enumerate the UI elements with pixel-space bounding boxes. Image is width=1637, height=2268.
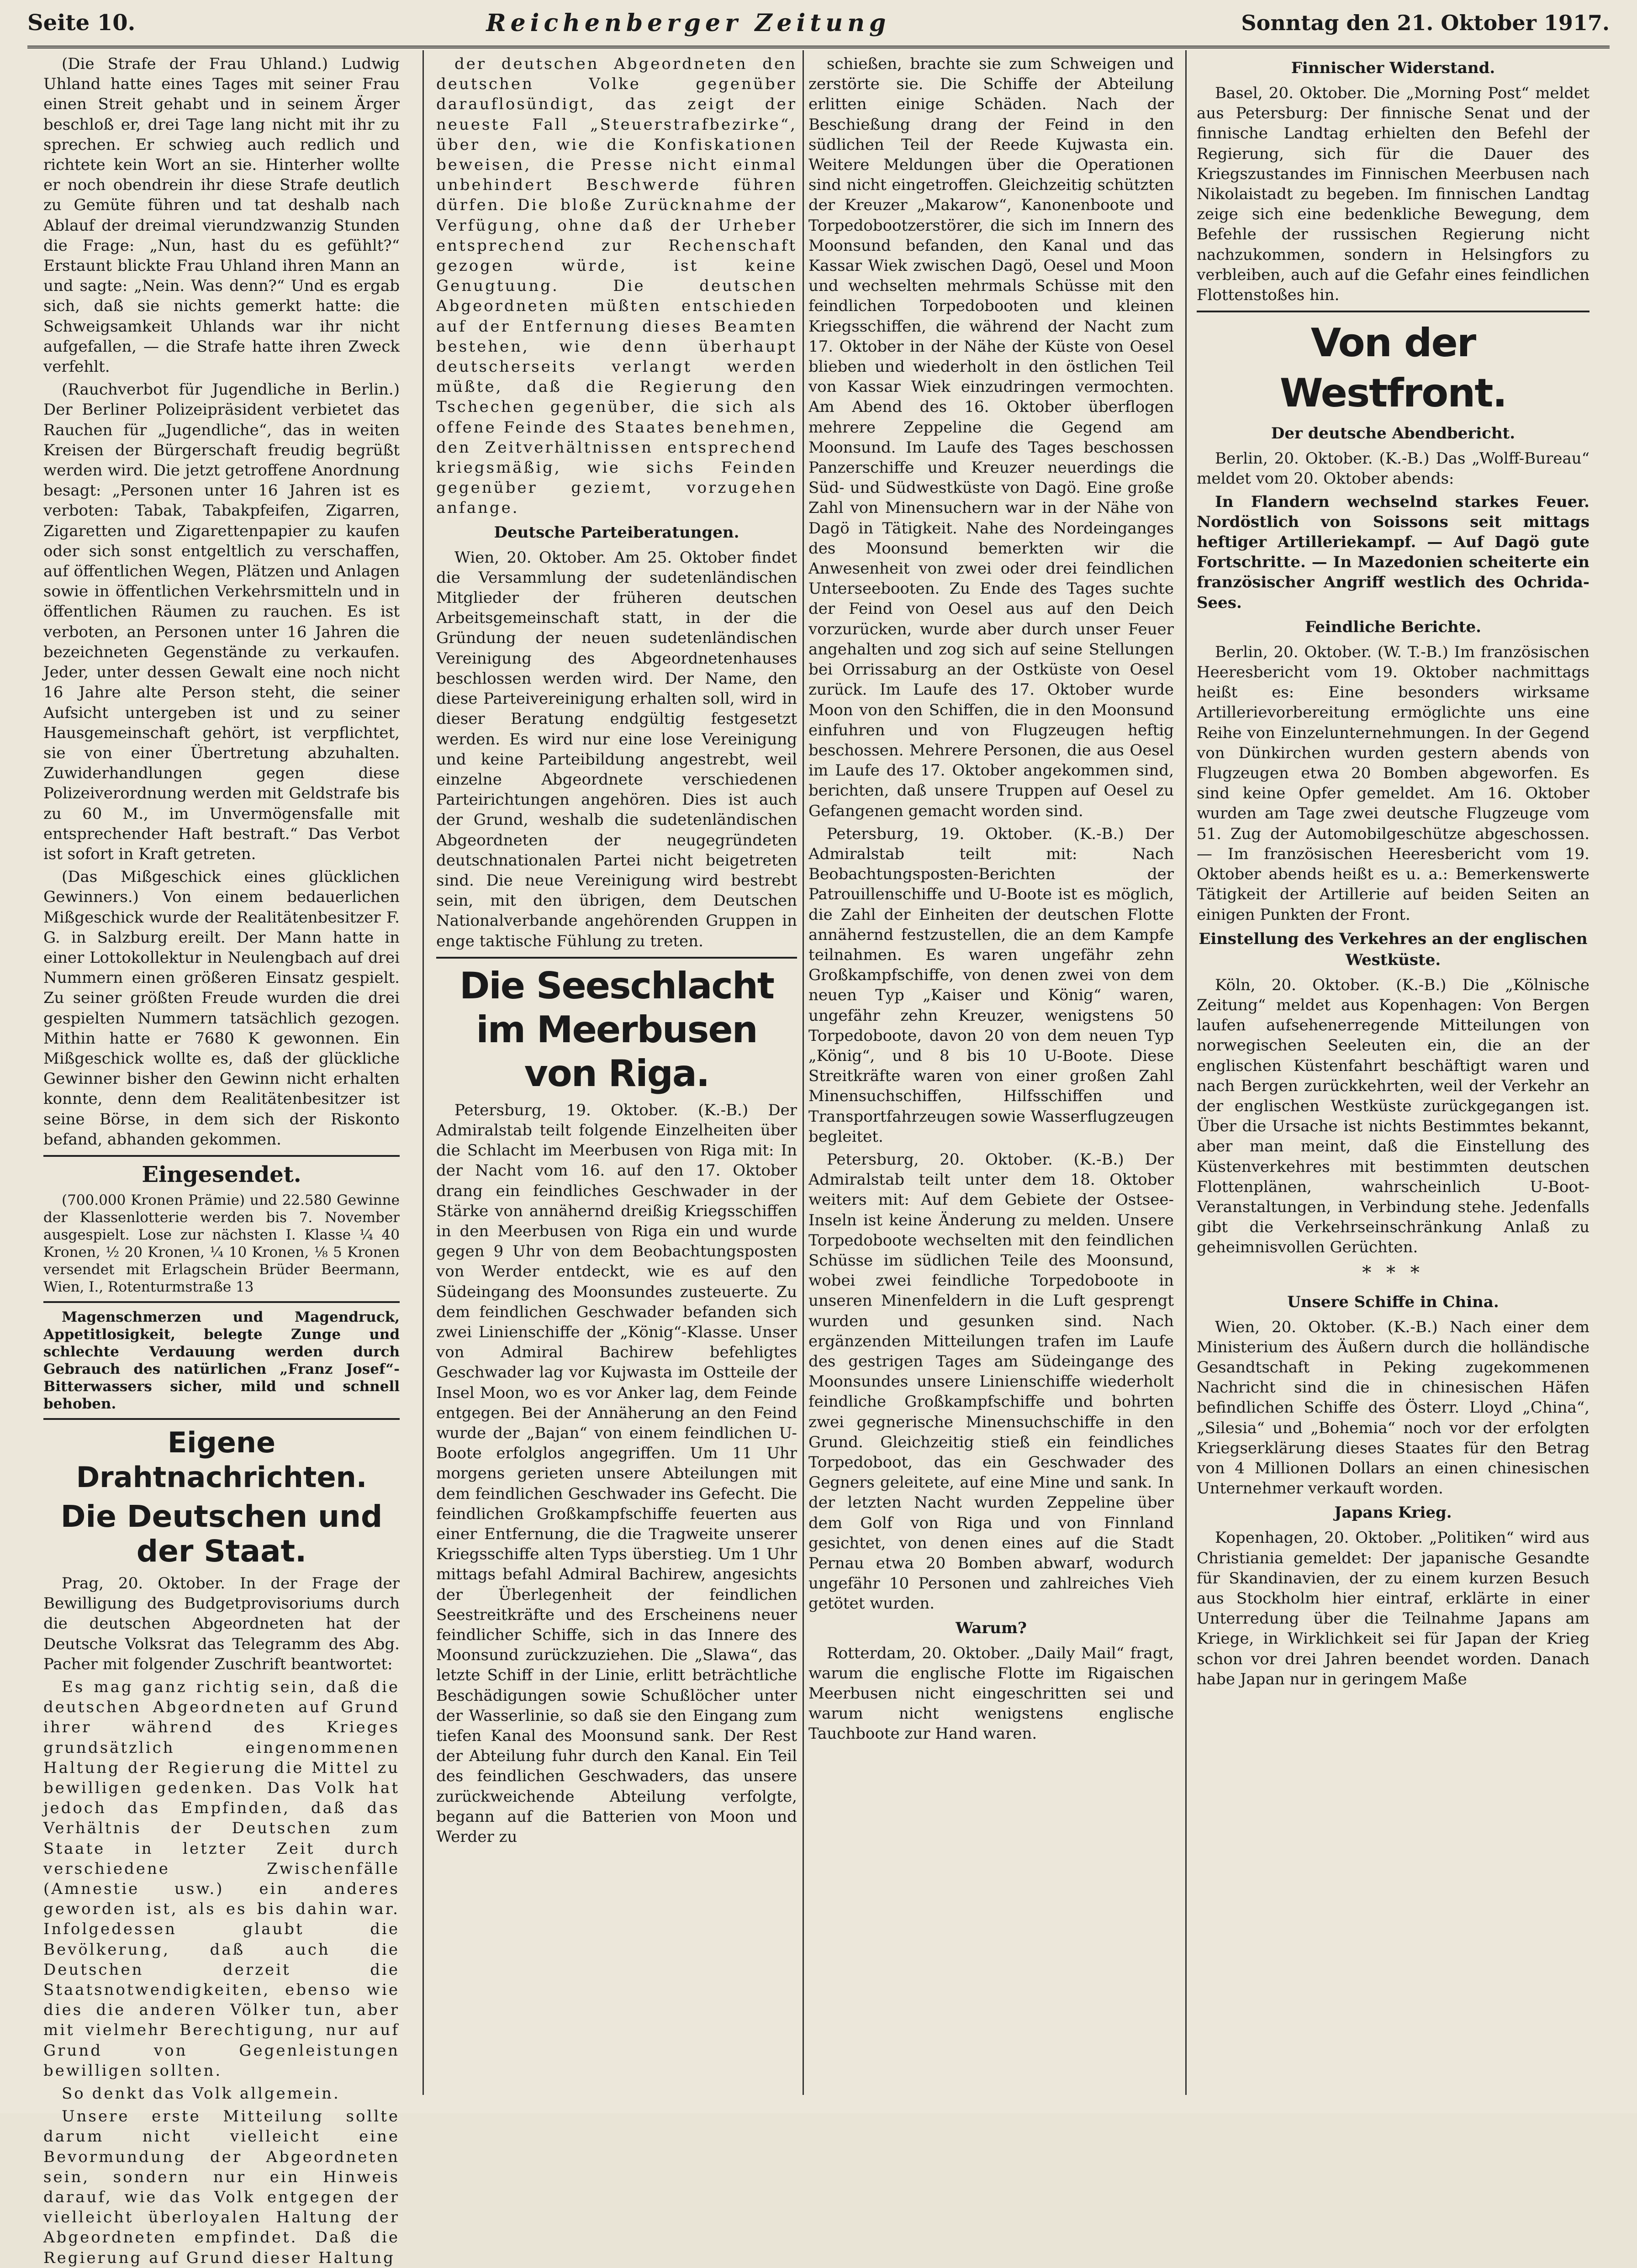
article-prag-intro: Prag, 20. Oktober. In der Frage der Bewilligung des Budgetprovisoriums durch die deutschen Abgeordneten hat der Deutsche Volksrat das Telegramm des Abg. Pacher mit folgender Zuschrift beantwortet:	[43, 1574, 400, 1673]
article-missgeschick: (Das Mißgeschick eines glücklichen Gewinners.) Von einem bedauerlichen Mißgeschick wurde der Realitätenbesitzer F. G. in Salzburg ereilt. Der Mann hatte in einer Lottokollektur in Neulengbach auf drei Nummern einen größeren Einsatz gespielt. Zu seiner größten Freude wurden die drei gespielten Nummern tatsächlich gezogen. Mithin hatte er 7680 K gewonnen. Ein Mißgeschick wollte es, daß der glückliche Gewinner bisher den Gewinn nicht erhalten konnte, denn dem Realitätenbesitzer ist seine Börse, in dem sich der Riskonto befand, abhanden gekommen.	[43, 868, 400, 1149]
page-number: Seite 10.	[27, 10, 136, 36]
finnischer-widerstand-heading: Finnischer Widerstand.	[1291, 59, 1495, 77]
article-koeln: Köln, 20. Oktober. (K.-B.) Die „Kölnische Zeitung“ meldet aus Kopenhagen: Von Bergen laufen aufsehenerregende Mitteilungen von norwegischen Seeleuten ein, die an der englischen Küstenfahrt beschäftigt waren und nach Bergen zurückkehrten, weil der Verkehr an der englischen Westküste zurückgegangen ist. Über die Ursache ist nichts Bestimmtes bekannt, aber man meint, daß die Einstellung des Küstenverkehres mit bestimmten deutschen Flottenplänen, wahrscheinlich U-Boot-Veranstaltungen, in Verbindung stehe. Jedenfalls gibt die Verkehrseinschränkung Anlaß zu geheimnisvollen Gerüchten.	[1197, 976, 1589, 1257]
column-3	[808, 54, 1174, 2095]
feindliche-berichte-heading: Feindliche Berichte.	[1305, 617, 1481, 636]
article-prag-end: der deutschen Abgeordneten den deutschen Volke gegenüber darauflosündigt, das zeigt der neueste Fall „Steuerstrafbezirke“, über den, wie die Konfiskationen beweisen, die Presse nicht einmal unbehindert Beschwerde führen dürfen. Die bloße Zurücknahme der Verfügung, ohne daß der Urheber entsprechend zur Rechenschaft gezogen würde, ist keine Genugtuung. Die deutschen Abgeordneten müßten entschieden auf der Entfernung dieses Beamten bestehen, wie denn überhaupt deutscherseits verlangt werden müßte, daß die Regierung den Tschechen gegenüber, die sich als offene Feinde des Staates benehmen, den Zeitverhältnissen entsprechend kriegsmäßig, wie sichs Feinden gegenüber geziemt, vorzugehen anfange.	[436, 55, 797, 517]
column-1	[43, 54, 400, 2267]
section-rule	[43, 1155, 400, 1157]
article-seeschlacht-continued: schießen, brachte sie zum Schweigen und zerstörte sie. Die Schiffe der Abteilung erlitten einige Schäden. Nach der Beschießung drang der Feind in den südlichen Teil der Reede Kujwasta ein. Weitere Meldungen über die Operationen sind nicht eingetroffen. Gleichzeitig schützten der Kreuzer „Makarow“, Kanonenboote und Torpedobootzerstörer, die sich im Innern des Moonsund befanden, den Kanal und das Kassar Wiek zwischen Dagö, Oesel und Moon und wechselten mehrmals Schüsse mit den feindlichen Torpedobooten und kleinen Kriegsschiffen, die während der Nacht zum 17. Oktober in der Nähe der Küste von Oesel blieben und wiederholt in den östlichen Teil von Kassar Wiek einzudringen vermochten. Am Abend des 16. Oktober überflogen mehrere Zeppeline die Gegend am Moonsund. Im Laufe des Tages beschossen Panzerschiffe und Kreuzer neuerdings die Süd- und Südwestküste von Dagö. Eine große Zahl von Minensuchern war in der Nähe von Dagö in Tätigkeit. Nahe des Nordeinganges des Moonsund bemerkten wir die Anwesenheit von zwei oder drei feindlichen Unterseebooten. Zu Ende des Tages suchte der Feind von Oesel aus auf den Deich vorzurücken, wurde aber durch unser Feuer angehalten und zog sich auf seine Stellungen bei Orrissaburg an der Ostküste von Oesel zurück. Im Laufe des 17. Oktober wurde Moon von den Schiffen, die in den Moonsund einfuhren und von Flugzeugen heftig beschossen. Mehrere Personen, die aus Oesel im Laufe des 17. Oktober angekommen sind, berichten, daß unsere Truppen auf Oesel zu Gefangenen gemacht worden sind.	[808, 55, 1174, 820]
abendbericht-heading: Der deutsche Abendbericht.	[1271, 424, 1516, 443]
header-rule	[27, 46, 1610, 48]
drahtnachrichten-heading: Eigene Drahtnachrichten.	[76, 1425, 367, 1494]
section-rule	[43, 1301, 400, 1303]
newspaper-title: Reichenberger Zeitung	[486, 9, 891, 37]
article-kopenhagen: Kopenhagen, 20. Oktober. „Politiken“ wird aus Christiania gemeldet: Der japanische Gesandte für Skandinavien, der zu einem kurzen Besuch aus Stockholm hier eintraf, erklärte in einer Unterredung über die Teilnahme Japans am Kriege, in Wirklichkeit sei für Japan der Krieg schon vor drei Jahren beendet worden. Danach habe Japan nur in geringem Maße	[1197, 1529, 1589, 1688]
japan-heading: Japans Krieg.	[1334, 1503, 1452, 1522]
section-rule	[1197, 311, 1589, 312]
column-4	[1197, 54, 1589, 2095]
article-berlin-wolff: Berlin, 20. Oktober. (K.-B.) Das „Wolff-Bureau“ meldet vom 20. Oktober abends:	[1197, 449, 1589, 488]
eingesendet-heading: Eingesendet.	[142, 1161, 301, 1187]
bitterwasser-ad: Magenschmerzen und Magendruck, Appetitlosigkeit, belegte Zunge und schlechte Verdauung werden durch Gebrauch des natürlichen „Franz Josef“-Bitterwassers sicher, mild und schnell behoben.	[43, 1308, 400, 1412]
column-divider	[422, 50, 424, 2095]
lottery-ad: (700.000 Kronen Prämie) und 22.580 Gewinne der Klassenlotterie werden bis 7. November ausgespielt. Lose zur nächsten I. Klasse ¼ 40 Kronen, ½ 20 Kronen, ¼ 10 Kronen, ⅛ 5 Kronen versendet mit Erlagschein Brüder Beermann, Wien, I., Rotenturmstraße 13	[43, 1192, 400, 1295]
issue-date: Sonntag den 21. Oktober 1917.	[1241, 11, 1610, 35]
verkehr-heading: Einstellung des Verkehres an der englischen Westküste.	[1199, 929, 1588, 969]
article-uhland: (Die Strafe der Frau Uhland.) Ludwig Uhland hatte eines Tages mit seiner Frau einen Streit gehabt und in seinem Ärger beschloß er, drei Tage lang nicht mit ihr zu sprechen. Er schwieg auch redlich und richtete kein Wort an sie. Hinterher wollte er noch obendrein ihr diese Strafe deutlich zu Gemüte führen und tat deshalb nach Ablauf der dreimal vierundzwanzig Stunden die Frage: „Nun, hast du es gefühlt?“ Erstaunt blickte Frau Uhland ihren Mann an und sagte: „Nein. Was denn?“ Und es ergab sich, daß sie nichts gemerkt hatte: die Schweigsamkeit Uhlands war ihr nicht aufgefallen, — die Strafe hatte ihren Zweck verfehlt.	[43, 55, 400, 376]
article-petersburg-20: Petersburg, 20. Oktober. (K.-B.) Der Admiralstab teilt unter dem 18. Oktober weiters mit: Auf dem Gebiete der Ostsee-Inseln ist keine Änderung zu melden. Unsere Torpedoboote wechselten mit den feindlichen Schüsse im südlichen Teile des Moonsund, wobei zwei feindliche Torpedoboote in unseren Minenfeldern in die Luft gesprengt wurden und gesunken sind. Nach ergänzenden Mitteilungen trafen im Laufe des gestrigen Tages am Südeingange des Moonsundes unsere Linienschiffe wiederholt feindliche Großkampfschiffe und bohrten zwei gegnerische Minensuchschiffe in den Grund. Gleichzeitig stieß ein feindliches Torpedoboot, das ein Geschwader des Gegners geleitete, auf eine Mine und sank. In der letzten Nacht wurden Zeppeline über dem Golf von Riga und von Finnland gesichtet, von denen eines auf die Stadt Pernau etwa 20 Bomben abwarf, wodurch ungefähr 10 Personen und zahlreiches Vieh getötet wurden.	[808, 1150, 1174, 1613]
china-heading: Unsere Schiffe in China.	[1287, 1292, 1499, 1311]
article-petersburg-19: Petersburg, 19. Oktober. (K.-B.) Der Admiralstab teilt mit: Nach Beobachtungsposten-Berichten der Patrouillenschiffe und U-Boote ist es möglich, die Zahl der Einheiten der deutschen Flotte annähernd festzustellen, die an dem Kampfe teilnahmen. Es waren ungefähr zehn Großkampfschiffe, von denen zwei von dem neuen Typ „Kaiser und König“ waren, ungefähr zehn Kreuzer, wenigstens 50 Torpedoboote, davon 20 von dem neuen Typ „König“, und 8 bis 10 U-Boote. Diese Streitkräfte waren von einer großen Zahl Minensuchschiffen, Hilfsschiffen und Transportfahrzeugen sowie Wasserflugzeugen begleitet.	[808, 824, 1174, 1146]
section-rule	[43, 1418, 400, 1420]
article-prag-volk: So denkt das Volk allgemein.	[62, 2084, 340, 2103]
article-rotterdam: Rotterdam, 20. Oktober. „Daily Mail“ fragt, warum die englische Flotte im Rigaischen Meerbusen nicht eingeschritten sei und warum nicht wenigstens englische Tauchboote zur Hand waren.	[808, 1644, 1174, 1743]
separator-stars: * * *	[1362, 1262, 1424, 1283]
column-2	[436, 54, 797, 2095]
article-rauchverbot: (Rauchverbot für Jugendliche in Berlin.) Der Berliner Polizeipräsident verbietet das Rauchen für „Jugendliche“, das in weiten Kreisen der Bürgerschaft freudig begrüßt werden wird. Die jetzt getroffene Anordnung besagt: „Personen unter 16 Jahren ist es verboten: Tabak, Tabakpfeifen, Zigarren, Zigaretten und Zigarettenpapier zu kaufen oder sich sonst entgeltlich zu verschaffen, auf öffentlichen Wegen, Plätzen und Anlagen sowie in öffentlichen Verkehrsmitteln und in öffentlichen Räumen zu rauchen. Es ist verboten, an Personen unter 16 Jahren die bezeichneten Gegenstände zu verkaufen. Jeder, unter dessen Gewalt eine noch nicht 16 Jahre alte Person steht, die seiner Aufsicht untergeben ist und zu seiner Hausgemeinschaft gehört, ist verpflichtet, sie von einer Übertretung abzuhalten. Zuwiderhandlungen gegen diese Polizeiverordnung werden mit Geldstrafe bis zu 60 M., im Unvermögensfalle mit entsprechender Haft bestraft.“ Das Verbot ist sofort in Kraft getreten.	[43, 380, 400, 863]
section-rule	[436, 957, 797, 959]
article-parteiberatungen: Wien, 20. Oktober. Am 25. Oktober findet die Versammlung der sudetenländischen Mitglieder der früheren deutschen Arbeitsgemeinschaft statt, in der die Gründung der neuen sudetenländischen Vereinigung des Abgeordnetenhauses beschlossen werden wird. Der Name, den diese Parteivereinigung erhalten soll, wird in dieser Beratung endgültig festgesetzt werden. Es wird nur eine lose Vereinigung und keine Parteibildung angestrebt, weil einzelne Abgeordnete verschiedenen Parteirichtungen angehören. Dies ist auch der Grund, weshalb die sudetenländischen Abgeordneten der neugegründeten deutschnationalen Partei nicht beigetreten sind. Die neue Vereinigung wird bestrebt sein, mit den übrigen, dem Deutschen Nationalverbande angehörenden Gruppen in enge taktische Fühlung zu treten.	[436, 548, 797, 950]
staat-heading: Die Deutschen und der Staat.	[60, 1498, 383, 1569]
article-berlin-wtb: Berlin, 20. Oktober. (W. T.-B.) Im französischen Heeresbericht vom 19. Oktober nachmittags heißt es: Eine besonders wirksame Artillerievorbereitung ermöglichte uns eine Reihe von Einzelunternehmungen. In der Gegend von Dünkirchen wurden gestern abends von Flugzeugen etwa 20 Bomben abgeworfen. Es sind keine Opfer gemeldet. Am 16. Oktober wurden am Tage zwei deutsche Flugzeuge vom 51. Zug der Automobilgeschütze abgeschossen. — Im französischen Heeresbericht vom 19. Oktober abends heißt es u. a.: Bemerkenswerte Tätigkeit der Artillerie auf beiden Seiten an einigen Punkten der Front.	[1197, 643, 1589, 924]
article-seeschlacht: Petersburg, 19. Oktober. (K.-B.) Der Admiralstab teilt folgende Einzelheiten über die Schlacht im Meerbusen von Riga mit: In der Nacht vom 16. auf den 17. Oktober drang ein feindliches Geschwader in der Stärke von annähernd dreißig Kriegsschiffen in den Meerbusen von Riga ein und wurde gegen 9 Uhr von dem Beobachtungsposten von Werder entdeckt, wie es auf den Südeingang des Moonsundes zusteuerte. Zu dem feindlichen Geschwader befanden sich zwei Linienschiffe der „König“-Klasse. Unser von Admiral Bachirew befehligtes Geschwader lag vor Kujwasta im Ostteile der Insel Moon, wo es vor Anker lag, dem Feinde entgegen. Bei der Annäherung an den Feind wurde der „Bajan“ von einem feindlichen U-Boote erfolglos angegriffen. Um 11 Uhr morgens gerieten unsere Abteilungen mit dem feindlichen Geschwader ins Gefecht. Die feindlichen Großkampfschiffe feuerten aus einer Entfernung, die die Tragweite unserer Kriegsschiffe alten Typs überstieg. Um 1 Uhr mittags befahl Admiral Bachirew, angesichts der Überlegenheit der feindlichen Seestreitkräfte und des Erscheinens neuer feindlicher Schiffe, sich in das Innere des Moonsund zurückzuziehen. Die „Slawa“, das letzte Schiff in der Linie, erlitt beträchtliche Beschädigungen sowie Schußlöcher unter der Wasserlinie, so daß sie den Eingang zum tiefen Kanal des Moonsund sank. Der Rest der Abteilung fuhr durch den Kanal. Ein Teil des feindlichen Geschwaders, das unsere zurückweichende Abteilung verfolgte, begann auf die Batterien von Moon und Werder zu	[436, 1101, 797, 1846]
page-header	[27, 5, 1610, 41]
warum-heading: Warum?	[956, 1619, 1027, 1637]
westfront-heading: Von der Westfront.	[1279, 320, 1507, 417]
article-prag-continued: Unsere erste Mitteilung sollte darum nicht vielleicht eine Bevormundung der Abgeordneten sein, sondern nur ein Hinweis darauf, wie das Volk entgegen der vielleicht überloyalen Haltung der Abgeordneten empfindet. Daß die Regierung auf Grund dieser Haltung	[43, 2107, 400, 2267]
article-prag-quote: Es mag ganz richtig sein, daß die deutschen Abgeordneten auf Grund ihrer während des Krieges grundsätzlich eingenommenen Haltung der Regierung die Mittel zu bewilligen gedenken. Das Volk hat jedoch das Empfinden, daß das Verhältnis der Deutschen zum Staate in letzter Zeit durch verschiedene Zwischenfälle (Amnestie usw.) ein anderes geworden ist, als es bis dahin war. Infolgedessen glaubt die Bevölkerung, daß auch die Deutschen derzeit die Staatsnotwendigkeiten, ebenso wie dies die anderen Völker tun, aber mit vielmehr Berechtigung, nur auf Grund von Gegenleistungen bewilligen sollten.	[43, 1677, 400, 2080]
seeschlacht-heading: Die Seeschlacht im Meerbusen von Riga.	[459, 964, 774, 1095]
article-berlin-report: In Flandern wechselnd starkes Feuer. Nordöstlich von Soissons seit mittags heftiger Artilleriekampf. — Auf Dagö gute Fortschritte. — In Mazedonien scheiterte ein französischer Angriff westlich des Ochrida-Sees.	[1197, 492, 1589, 612]
column-divider	[803, 50, 804, 2095]
article-wien-china: Wien, 20. Oktober. (K.-B.) Nach einer dem Ministerium des Äußern durch die holländische Gesandtschaft in Peking zugekommenen Nachricht sind die in chinesischen Häfen befindlichen Schiffe des Österr. Lloyd „China“, „Silesia“ und „Bohemia“ noch vor der erfolgten Kriegserklärung dieses Staates für den Betrag von 4 Millionen Dollars an einen chinesischen Unternehmer verkauft worden.	[1197, 1318, 1589, 1498]
article-basel: Basel, 20. Oktober. Die „Morning Post“ meldet aus Petersburg: Der finnische Senat und der finnische Landtag erhielten den Befehl der Regierung, sich für die Dauer des Kriegszustandes im Finnischen Meerbusen nach Nikolaistadt zu begeben. Im finnischen Landtag zeige sich eine bedenkliche Bewegung, dem Befehle der russischen Regierung nicht nachzukommen, sondern in Helsingfors zu verbleiben, auch auf die Gefahr eines feindlichen Flottenstoßes hin.	[1197, 84, 1589, 305]
column-divider	[1185, 50, 1187, 2095]
parteiberatungen-heading: Deutsche Parteiberatungen.	[494, 523, 739, 542]
